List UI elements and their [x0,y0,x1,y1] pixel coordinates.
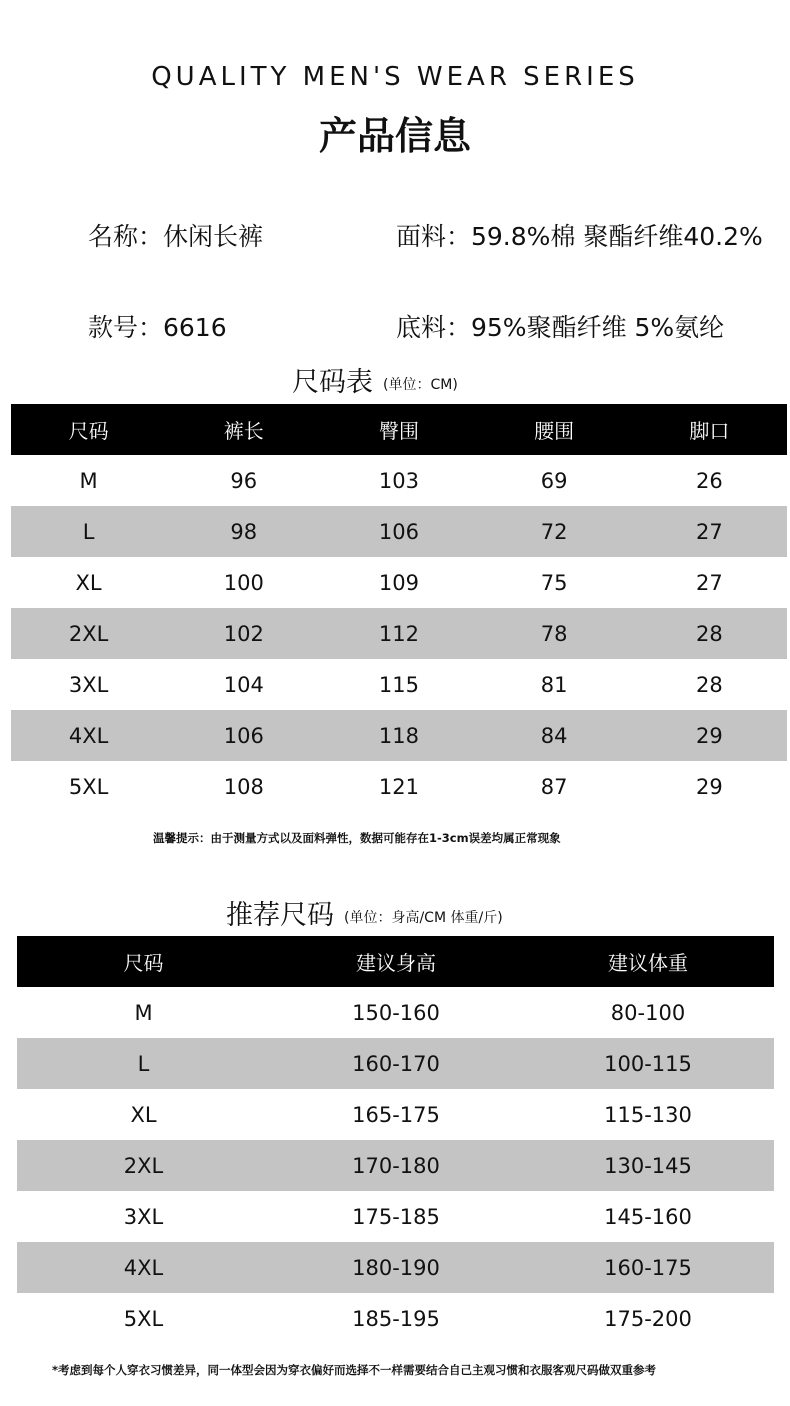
table-row [17,1140,774,1191]
table-cell: 100 [223,570,264,595]
table-row [11,761,787,812]
table-cell: 27 [632,506,787,557]
table-cell: L [17,1038,270,1089]
table-cell: 185-195 [352,1306,440,1331]
table-cell: 27 [696,570,723,595]
table-cell: 2XL [11,608,166,659]
table-cell: 72 [477,506,632,557]
table-cell: 106 [166,710,321,761]
recommend-chart-title [226,893,503,932]
table-cell: 103 [378,468,420,493]
product-fabric: 面料：59.8%棉 聚酯纤维40.2% [396,222,763,251]
size-chart-note: 温馨提示：由于测量方式以及面料弹性，数据可能存在1-3cm误差均属正常现象 [153,831,561,845]
table-cell: L [11,506,166,557]
table-cell: 175-185 [352,1204,440,1229]
table-cell: 80-100 [610,1000,686,1025]
size-chart-header-cell: 腰围 [477,404,632,455]
table-cell: 5XL [68,774,109,799]
table-cell: 78 [477,608,632,659]
size-chart-table [11,404,787,812]
table-cell: 69 [540,468,568,493]
table-cell: 100-115 [522,1038,774,1089]
table-cell: 115-130 [604,1102,692,1127]
table-row [17,1242,774,1293]
table-cell: XL [75,570,102,595]
size-chart-header-cell: 尺码 [11,404,166,455]
table-cell: 106 [321,506,476,557]
table-cell: M [134,1000,153,1025]
table-cell: 160-175 [522,1242,774,1293]
product-lining: 底料：95%聚酯纤维 5%氨纶 [396,313,725,342]
size-chart-unit: (单位：CM) [383,376,458,393]
table-row [17,1191,774,1242]
product-name: 名称：休闲长裤 [88,222,264,251]
table-row [11,557,787,608]
page-title: 产品信息 [318,114,471,158]
table-cell: 3XL [123,1204,164,1229]
recommend-chart-header-cell: 尺码 [17,936,270,987]
table-cell: 160-170 [270,1038,522,1089]
table-cell: 150-160 [352,1000,440,1025]
size-chart-header-cell: 臀围 [321,404,476,455]
table-cell: 115 [378,672,420,697]
table-cell: 3XL [68,672,109,697]
table-cell: 180-190 [270,1242,522,1293]
table-cell: 121 [378,774,420,799]
recommend-chart-header-cell: 建议体重 [522,936,774,987]
table-row [17,1293,774,1344]
table-cell: 26 [696,468,723,493]
table-cell: XL [130,1102,157,1127]
table-cell: 112 [321,608,476,659]
size-chart-title [292,360,458,399]
table-cell: 84 [477,710,632,761]
recommend-chart-note: *考虑到每个人穿衣习惯差异，同一体型会因为穿衣偏好而选择不一样需要结合自己主观习惯和衣服客观尺码做双重参考 [52,1363,657,1377]
recommend-chart-header-cell: 建议身高 [270,936,522,987]
table-cell: 130-145 [522,1140,774,1191]
table-cell: 175-200 [604,1306,692,1331]
table-row [17,1038,774,1089]
recommend-chart-header-row [17,936,774,987]
table-row [11,455,787,506]
table-cell: M [79,468,98,493]
table-cell: 170-180 [270,1140,522,1191]
table-row [17,987,774,1038]
table-cell: 102 [166,608,321,659]
brand-tagline: QUALITY MEN'S WEAR SERIES [151,62,639,92]
size-chart-header-cell: 裤长 [166,404,321,455]
table-cell: 29 [632,710,787,761]
table-row [11,659,787,710]
table-cell: 75 [540,570,568,595]
table-cell: 2XL [17,1140,270,1191]
table-cell: 81 [540,672,568,697]
table-cell: 98 [166,506,321,557]
table-cell: 4XL [11,710,166,761]
size-chart-header-row [11,404,787,455]
table-cell: 28 [632,608,787,659]
size-chart-header-cell: 脚口 [632,404,787,455]
recommend-chart-title-text: 推荐尺码 [226,900,334,931]
table-cell: 4XL [17,1242,270,1293]
product-style-number: 款号：6616 [88,313,227,342]
table-cell: 5XL [123,1306,164,1331]
table-cell: 104 [223,672,264,697]
table-cell: 109 [378,570,420,595]
table-row [17,1089,774,1140]
recommend-chart-unit: (单位：身高/CM 体重/斤) [344,909,503,926]
size-chart-title-text: 尺码表 [292,367,373,398]
table-cell: 96 [230,468,258,493]
table-cell: 87 [540,774,568,799]
table-row [11,608,787,659]
table-row [11,506,787,557]
table-cell: 118 [321,710,476,761]
table-cell: 165-175 [352,1102,440,1127]
table-row [11,710,787,761]
table-cell: 28 [696,672,723,697]
table-cell: 145-160 [604,1204,692,1229]
table-cell: 108 [223,774,264,799]
table-cell: 29 [696,774,723,799]
recommend-chart-table [17,936,774,1344]
